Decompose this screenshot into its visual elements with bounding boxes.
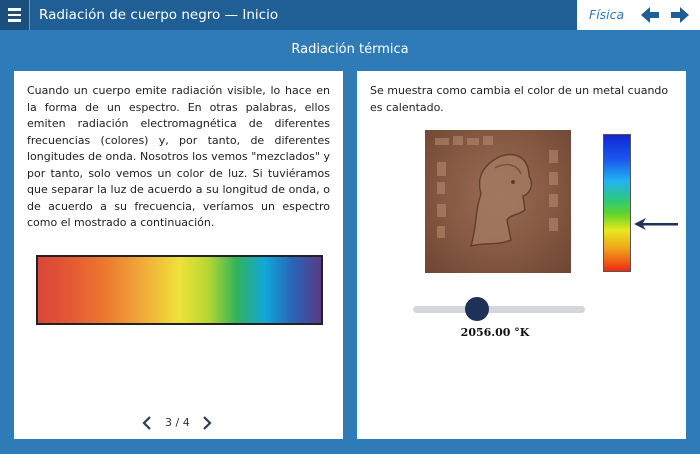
top-bar (0, 0, 700, 30)
brand-label: Física (589, 7, 625, 22)
metal-description: Se muestra como cambia el color de un metal cuando es calentado. (370, 84, 669, 114)
brand-area (577, 0, 700, 30)
left-panel (14, 71, 343, 439)
arrow-right-icon[interactable] (671, 7, 689, 23)
page-title: Radiación de cuerpo negro — Inicio (39, 7, 279, 23)
chevron-right-icon[interactable] (202, 416, 212, 430)
temperature-slider-thumb[interactable] (465, 297, 489, 321)
hamburger-menu-icon[interactable] (0, 0, 30, 30)
page-indicator: 3 / 4 (165, 416, 190, 429)
spectrum-description: Cuando un cuerpo emite radiación visible, lo hace en la forma de un espectro. En otras palabras, ellos emiten radiación electromagnética de diferentes frecuencias (colores) y, por tanto, de diferentes longitudes de onda. Nosotros los vemos "mezclados" y por tanto, solo vemos un color de luz. Si tuviéramos que separar la luz de acuerdo a su longitud de onda, o de acuerdo a su frecuencia, veríamos un espectro como el mostrado a continuación. (27, 84, 330, 229)
temperature-color-scale (603, 134, 631, 272)
spectrum-image (36, 255, 323, 325)
temperature-readout: 2056.00 °K (460, 326, 530, 339)
temperature-slider-track[interactable] (413, 306, 585, 313)
right-panel (357, 71, 686, 439)
pager (138, 414, 218, 432)
arrow-left-icon[interactable] (641, 7, 659, 23)
chevron-left-icon[interactable] (142, 416, 152, 430)
arrow-left-icon (633, 217, 679, 231)
section-title: Radiación térmica (291, 42, 409, 57)
metal-coin-image (425, 130, 571, 273)
